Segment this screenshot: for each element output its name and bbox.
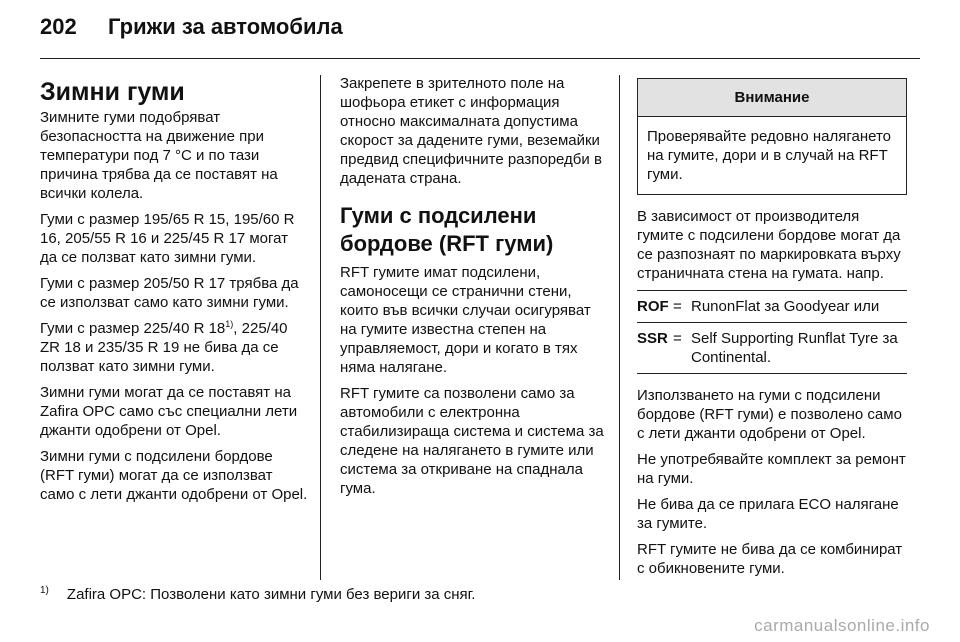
abbreviation-value: Self Supporting Runflat Tyre за Continental. xyxy=(691,330,898,366)
paragraph: RFT гумите имат подсилени, самоносещи се странични стени, които във всички случаи осигуряват на гумите известна степен на управляемост, дори и когато в тях няма налягане. xyxy=(340,264,591,376)
paragraph: RFT гумите са позволени само за автомобили с електронна стабилизираща система и система за следене на налягането в гумите или система за откриване на спаднала гума. xyxy=(340,385,604,497)
paragraph-text: , 225/40 ZR 18 и 235/35 R 19 не бива да се ползват като зимни гуми. xyxy=(40,320,288,375)
paragraph xyxy=(40,319,308,376)
paragraph: Гуми с размер 195/65 R 15, 195/60 R 16, 205/55 R 16 и 225/45 R 17 могат да се ползват като зимни гуми. xyxy=(40,211,295,266)
paragraph: Не бива да се прилага ECO налягане за гумите. xyxy=(637,496,899,532)
warning-title: Внимание xyxy=(638,79,906,117)
column-divider xyxy=(320,75,321,580)
paragraph: В зависимост от производителя гумите с подсилени бордове могат да се разпознаят по маркировката върху страничната стена на гумата. напр. xyxy=(637,208,901,282)
equals-sign: = xyxy=(673,298,682,315)
abbreviation-list xyxy=(637,290,907,374)
paragraph-text: Гуми с размер 225/40 R 18 xyxy=(40,320,226,337)
column-1 xyxy=(40,72,308,511)
paragraph: Закрепете в зрителното поле на шофьора етикет с информация относно максималната допустима скорост за дадените гуми, веземайки предвид специфичните разпоредби в дадената страна. xyxy=(340,75,602,187)
footnote-marker: 1) xyxy=(40,585,49,596)
abbreviation-row xyxy=(637,290,907,322)
paragraph: Използването на гуми с подсилени бордове (RFT гуми) е позволено само с лети джанти одобрени от Opel. xyxy=(637,387,902,442)
paragraph: Зимни гуми с подсилени бордове (RFT гуми) могат да се използват само с лети джанти одобрени от Opel. xyxy=(40,448,308,503)
equals-sign: = xyxy=(673,330,682,347)
abbreviation-key: SSR xyxy=(637,330,668,347)
column-2 xyxy=(340,74,608,505)
abbreviation-value: RunonFlat за Goodyear или xyxy=(691,298,880,315)
column-divider xyxy=(619,75,620,580)
footnote-ref[interactable]: 1) xyxy=(225,319,234,329)
watermark: carmanualsonline.info xyxy=(754,616,930,635)
page-number: 202 xyxy=(40,14,77,39)
heading-winter-tyres: Зимни гуми xyxy=(40,78,185,106)
footnote xyxy=(40,586,475,603)
abbreviation-key: ROF xyxy=(637,298,669,315)
warning-box xyxy=(637,78,907,195)
section-title: Грижи за автомобила xyxy=(108,14,343,39)
column-3 xyxy=(637,72,907,585)
paragraph: Не употребявайте комплект за ремонт на гуми. xyxy=(637,451,906,487)
page-header xyxy=(40,14,920,44)
paragraph: Гуми с размер 205/50 R 17 трябва да се използват само като зимни гуми. xyxy=(40,275,299,311)
paragraph: Зимни гуми могат да се поставят на Zafira OPC само със специални лети джанти одобрени от Opel. xyxy=(40,384,298,439)
warning-text: Проверявайте редовно налягането на гумите, дори и в случай на RFT гуми. xyxy=(647,128,892,183)
heading-rft-tyres: Гуми с подсилени бордове (RFT гуми) xyxy=(340,203,554,256)
footnote-text: Zafira OPC: Позволени като зимни гуми без вериги за сняг. xyxy=(66,586,476,603)
paragraph: Зимните гуми подобряват безопасността на движение при температури под 7 °C и по тази причина трябва да се поставят на всички колела. xyxy=(40,109,278,202)
abbreviation-row xyxy=(637,322,907,374)
header-divider xyxy=(40,58,920,59)
paragraph: RFT гумите не бива да се комбинират с обикновените гуми. xyxy=(637,541,903,577)
